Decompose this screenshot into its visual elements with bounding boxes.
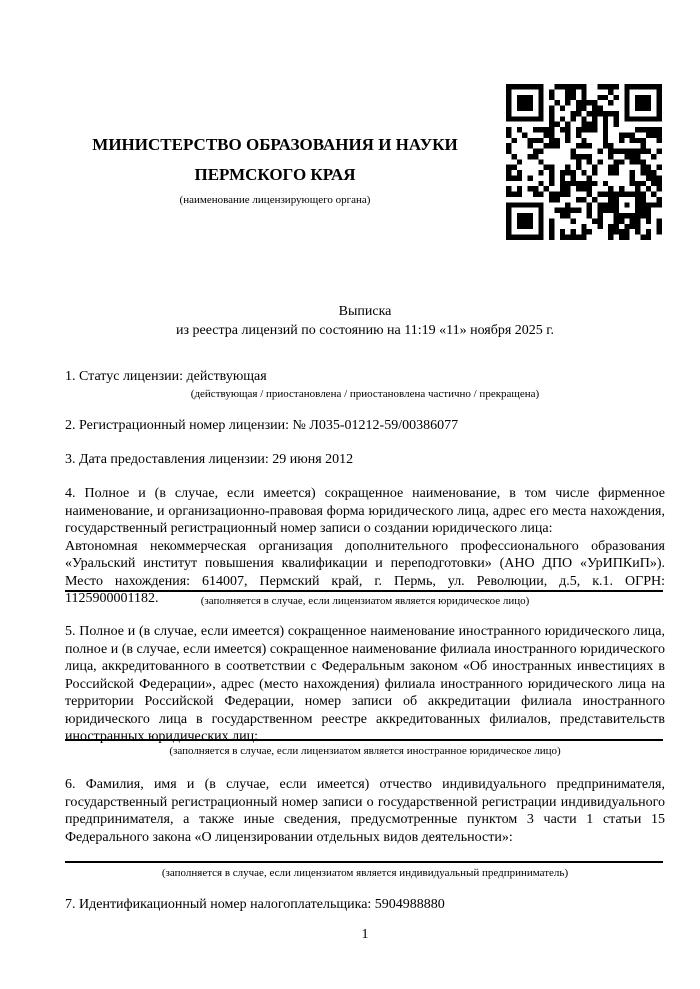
item-entrepreneur xyxy=(65,776,665,846)
page-number: 1 xyxy=(361,927,369,942)
ministry-name-line1: МИНИСТЕРСТВО ОБРАЗОВАНИЯ И НАУКИ xyxy=(92,135,458,154)
document-title-line2: из реестра лицензий по состоянию на 11:19 «11» ноября 2025 г. xyxy=(176,323,554,338)
item-registration-number: 2. Регистрационный номер лицензии: № Л035-01212-59/00386077 xyxy=(65,418,459,433)
item-license-status-caption: (действующая / приостановлена / приостановлена частично / прекращена) xyxy=(190,388,540,400)
entrepreneur-fill-rule xyxy=(65,861,663,863)
item-entrepreneur-label: 6. Фамилия, имя и (в случае, если имеется) отчество индивидуального предпринимателя, государственный регистрационный номер записи о государственной регистрации индивидуального предпринимателя, а также иные сведения, предусмотренные пунктом 3 части 1 статьи 15 Федерального закона «О лицензировании отдельных видов деятельности»: xyxy=(65,777,665,845)
document-title-line1: Выписка xyxy=(338,304,392,319)
item-legal-entity-value: Автономная некоммерческая организация дополнительного профессионального образования «Уральский институт повышения квалификации и переподготовки» (АНО ДПО «УрИПКиП»). Место нахождения: 614007, Пермский край, г. Пермь, ул. Революции, д.5, к.1. ОГРН: 1125900001182. xyxy=(65,538,665,606)
document-title xyxy=(65,302,665,340)
ministry-name-line2: ПЕРМСКОГО КРАЯ xyxy=(194,165,356,184)
item-foreign-entity xyxy=(65,623,665,746)
legal-entity-fill-rule xyxy=(65,590,663,592)
foreign-entity-fill-rule xyxy=(65,739,663,741)
item-legal-entity-caption: (заполняется в случае, если лицензиатом является юридическое лицо) xyxy=(200,595,530,607)
qr-code xyxy=(506,84,662,240)
item-legal-entity-label: 4. Полное и (в случае, если имеется) сокращенное наименование, в том числе фирменное наименование, и организационно-правовая форма юридического лица, адрес его места нахождения, государственный регистрационный номер записи о создании юридического лица: xyxy=(65,486,665,536)
item-inn: 7. Идентификационный номер налогоплательщика: 5904988880 xyxy=(65,897,445,912)
item-license-status: 1. Статус лицензии: действующая xyxy=(65,369,267,384)
item-foreign-entity-caption: (заполняется в случае, если лицензиатом является иностранное юридическое лицо) xyxy=(169,745,561,757)
licensing-authority-header xyxy=(60,130,490,207)
item-grant-date: 3. Дата предоставления лицензии: 29 июня 2012 xyxy=(65,452,354,467)
licensing-authority-caption: (наименование лицензирующего органа) xyxy=(179,194,371,206)
item-entrepreneur-caption: (заполняется в случае, если лицензиатом является индивидуальный предприниматель) xyxy=(161,867,569,879)
item-foreign-entity-label: 5. Полное и (в случае, если имеется) сокращенное наименование иностранного юридического лица, полное и (в случае, если имеется) сокращенное наименование филиала иностранного юридического лица, аккредитованного в соответствии с Федеральным законом «Об иностранных инвестициях в Российской Федерации», адрес (место нахождения) филиала иностранного юридического лица на территории Российской Федерации, номер записи об аккредитации филиала иностранного юридического лица в государственном реестре аккредитованных филиалов, представительств иностранных юридических лиц: xyxy=(65,624,665,744)
